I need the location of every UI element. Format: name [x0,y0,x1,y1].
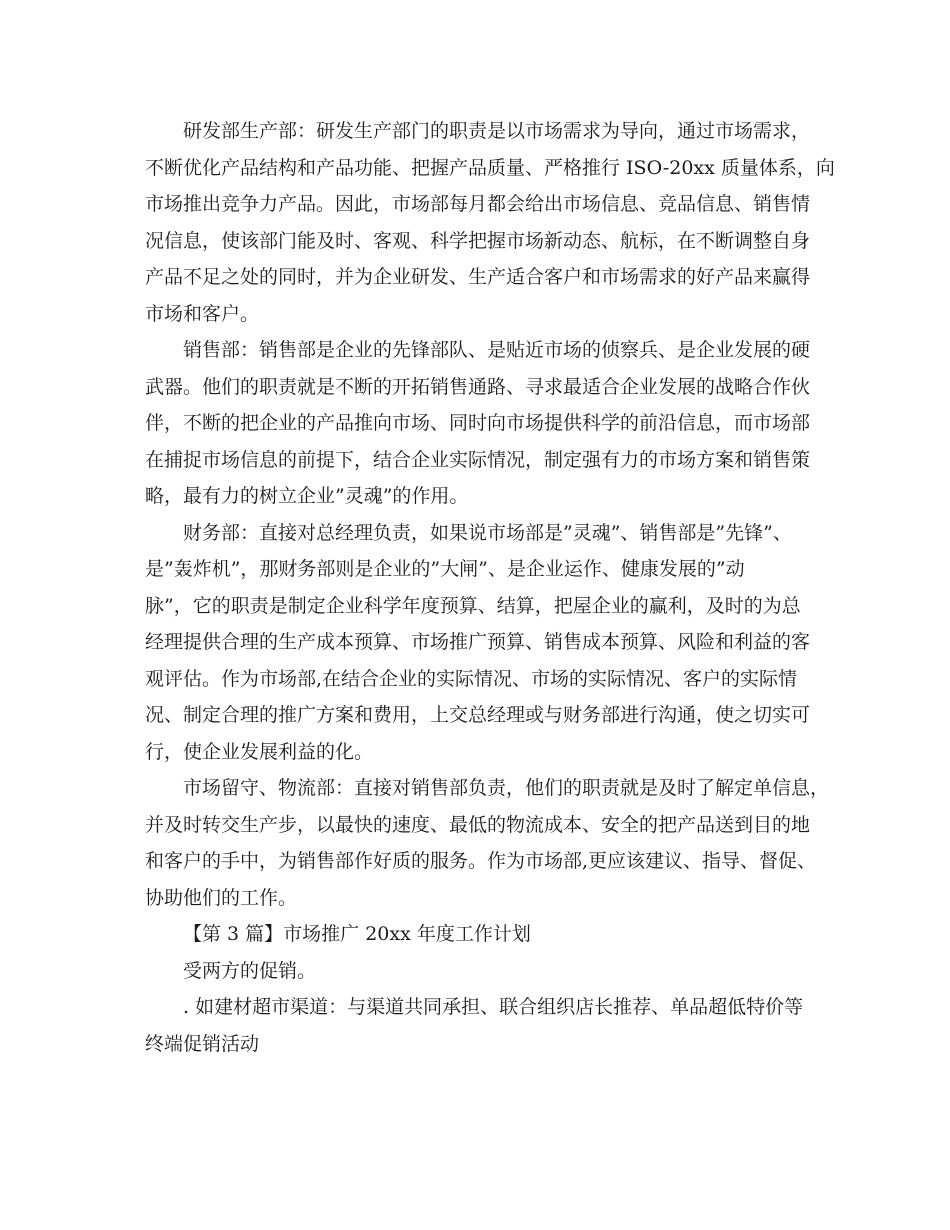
text-line: 不断优化产品结构和产品功能、把握产品质量、严格推行 ISO-20xx 质量体系，向 [145,156,835,179]
text-line: 观评估。作为市场部,在结合企业的实际情况、市场的实际情况、客户的实际情 [145,667,798,690]
paragraph-logistics [145,770,830,916]
text-line: 财务部：直接对总经理负责，如果说市场部是”灵魂”、销售部是”先锋”、 [183,521,792,544]
text-line: 经理提供合理的生产成本预算、市场推广预算、销售成本预算、风险和利益的客 [145,631,811,653]
text-line: 脉”，它的职责是制定企业科学年度预算、结算，把屋企业的赢利，及时的为总 [145,594,801,617]
text-line: 况信息，使该部门能及时、客观、科学把握市场新动态、航标，在不断调整自身 [145,229,811,252]
text-line: . 如建材超市渠道：与渠道共同承担、联合组织店长推荐、单品超低特价等 [183,996,804,1018]
document-body [145,113,835,1062]
text-line: 在捕捉市场信息的前提下，结合企业实际情况，制定强有力的市场方案和销售策 [145,448,811,471]
paragraph-finance [145,515,810,771]
text-line: 终端促销活动 [145,1032,260,1055]
text-line: 市场推出竞争力产品。因此，市场部每月都会给出市场信息、竞品信息、销售情 [145,193,811,215]
text-line: 伴，不断的把企业的产品推向市场、同时向市场提供科学的前沿信息，而市场部 [145,412,811,434]
text-line: 销售部：销售部是企业的先锋部队、是贴近市场的侦察兵、是企业发展的硬 [183,339,811,361]
text-line: 市场和客户。 [145,302,260,325]
text-line: 市场留守、物流部：直接对销售部负责，他们的职责就是及时了解定单信息， [183,777,830,799]
text-line: 并及时转交生产步，以最快的速度、最低的物流成本、安全的把产品送到目的地 [145,813,811,836]
text-line: 研发部生产部：研发生产部门的职责是以市场需求为导向，通过市场需求， [183,120,811,142]
text-line: 武器。他们的职责就是不断的开拓销售通路、寻求最适合企业发展的战略合作伙 [145,375,811,398]
text-line: 是”轰炸机”，那财务部则是企业的”大闸”、是企业运作、健康发展的”动 [145,558,745,580]
text-line: 况、制定合理的推广方案和费用，上交总经理或与财务部进行沟通，使之切实可 [145,704,811,726]
section-heading: 【第 3 篇】市场推广 20xx 年度工作计划 [183,923,531,945]
text-line: 协助他们的工作。 [145,886,298,909]
paragraph-rd-production [145,113,835,332]
paragraph-sales [145,332,810,515]
text-line: 受两方的促销。 [183,959,317,982]
text-line: 和客户的手中，为销售部作好质的服务。作为市场部,更应该建议、指导、督促、 [145,850,817,872]
text-line: 行，使企业发展利益的化。 [145,740,374,763]
text-line: 略，最有力的树立企业”灵魂”的作用。 [145,485,469,507]
paragraph-building-materials [145,989,810,1062]
text-line: 产品不足之处的同时，并为企业研发、生产适合客户和市场需求的好产品来赢得 [145,266,811,288]
